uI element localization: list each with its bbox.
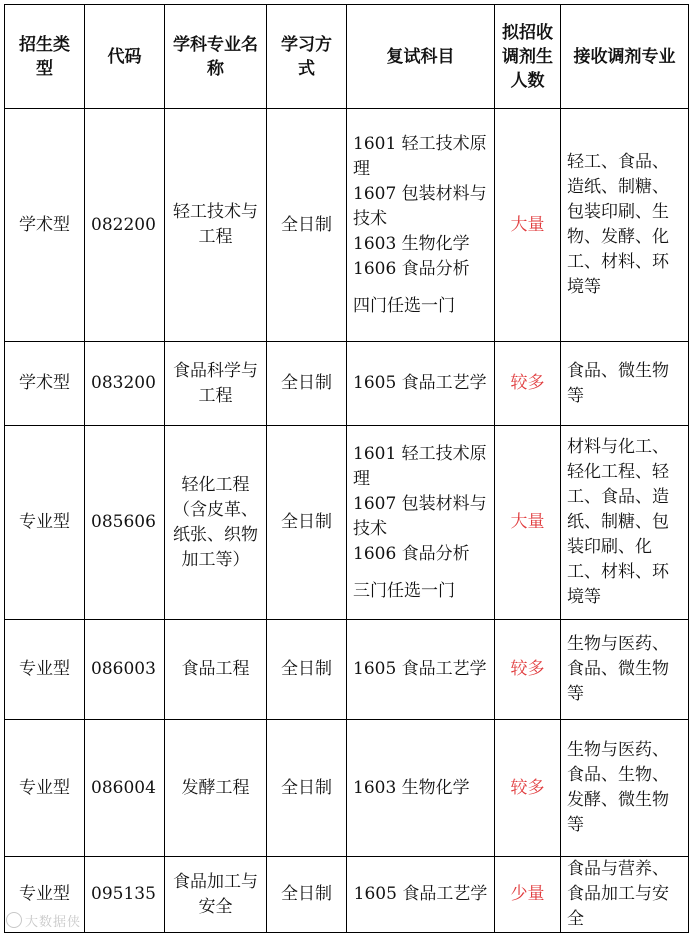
cell-quota: 较多 xyxy=(495,342,561,426)
cell-type: 专业型 xyxy=(5,720,85,857)
cell-name: 轻工技术与工程 xyxy=(165,109,267,342)
exam-line: 1606 食品分析 xyxy=(353,543,470,564)
cell-accept: 材料与化工、轻化工程、轻工、食品、造纸、制糖、包装印刷、化工、材料、环境等 xyxy=(561,426,689,620)
cell-quota: 较多 xyxy=(495,620,561,720)
cell-accept: 轻工、食品、造纸、制糖、包装印刷、生物、发酵、化工、材料、环境等 xyxy=(561,109,689,342)
table-row xyxy=(5,620,689,720)
cell-exam xyxy=(347,620,495,720)
table-row xyxy=(5,342,689,426)
cell-name: 食品加工与安全 xyxy=(165,857,267,933)
cell-quota: 较多 xyxy=(495,720,561,857)
watermark-text: 大数据侠 xyxy=(25,915,82,930)
cell-mode: 全日制 xyxy=(267,342,347,426)
watermark xyxy=(6,911,81,930)
cell-type: 专业型 xyxy=(5,620,85,720)
header-type: 招生类型 xyxy=(5,5,85,109)
header-name: 学科专业名称 xyxy=(165,5,267,109)
exam-line: 1601 轻工技术原理 xyxy=(353,443,487,489)
header-accept: 接收调剂专业 xyxy=(561,5,689,109)
cell-accept: 生物与医药、食品、生物、发酵、微生物等 xyxy=(561,720,689,857)
cell-name: 食品科学与工程 xyxy=(165,342,267,426)
exam-line: 1601 轻工技术原理 xyxy=(353,133,487,179)
admissions-table xyxy=(4,4,689,933)
table-header-row xyxy=(5,5,689,109)
exam-line: 1605 食品工艺学 xyxy=(353,373,487,393)
table-row xyxy=(5,426,689,620)
cell-code: 095135 xyxy=(85,857,165,933)
cell-name: 食品工程 xyxy=(165,620,267,720)
table-row xyxy=(5,109,689,342)
cell-exam xyxy=(347,426,495,620)
cell-code: 085606 xyxy=(85,426,165,620)
exam-line: 1603 生物化学 xyxy=(353,777,470,798)
cell-type: 学术型 xyxy=(5,342,85,426)
cell-code: 083200 xyxy=(85,342,165,426)
cell-code: 082200 xyxy=(85,109,165,342)
exam-line: 1607 包装材料与技术 xyxy=(353,183,487,229)
cell-exam xyxy=(347,857,495,933)
watermark-logo-icon xyxy=(6,912,22,928)
cell-quota: 少量 xyxy=(495,857,561,933)
cell-type: 专业型 xyxy=(5,426,85,620)
exam-line: 1607 包装材料与技术 xyxy=(353,493,487,539)
header-code: 代码 xyxy=(85,5,165,109)
exam-line: 1603 生物化学 xyxy=(353,233,470,254)
cell-type: 专业型 xyxy=(5,857,85,933)
header-exam: 复试科目 xyxy=(347,5,495,109)
exam-line: 1605 食品工艺学 xyxy=(353,659,487,679)
cell-exam xyxy=(347,109,495,342)
cell-exam xyxy=(347,720,495,857)
cell-code: 086004 xyxy=(85,720,165,857)
cell-code: 086003 xyxy=(85,620,165,720)
cell-mode: 全日制 xyxy=(267,109,347,342)
cell-type: 学术型 xyxy=(5,109,85,342)
cell-name: 发酵工程 xyxy=(165,720,267,857)
exam-line: 1605 食品工艺学 xyxy=(353,884,488,904)
cell-accept: 食品与营养、食品加工与安全 xyxy=(561,857,689,933)
table-row xyxy=(5,857,689,933)
cell-accept: 食品、微生物等 xyxy=(561,342,689,426)
cell-mode: 全日制 xyxy=(267,857,347,933)
cell-mode: 全日制 xyxy=(267,426,347,620)
table-row xyxy=(5,720,689,857)
cell-accept: 生物与医药、食品、微生物等 xyxy=(561,620,689,720)
exam-line: 1606 食品分析 xyxy=(353,258,470,279)
cell-quota: 大量 xyxy=(495,426,561,620)
cell-exam xyxy=(347,342,495,426)
cell-quota: 大量 xyxy=(495,109,561,342)
header-mode: 学习方式 xyxy=(267,5,347,109)
cell-mode: 全日制 xyxy=(267,620,347,720)
exam-note: 四门任选一门 xyxy=(353,295,455,316)
cell-name: 轻化工程（含皮革、纸张、织物加工等） xyxy=(165,426,267,620)
header-quota: 拟招收调剂生人数 xyxy=(495,5,561,109)
cell-mode: 全日制 xyxy=(267,720,347,857)
exam-note: 三门任选一门 xyxy=(353,580,455,601)
